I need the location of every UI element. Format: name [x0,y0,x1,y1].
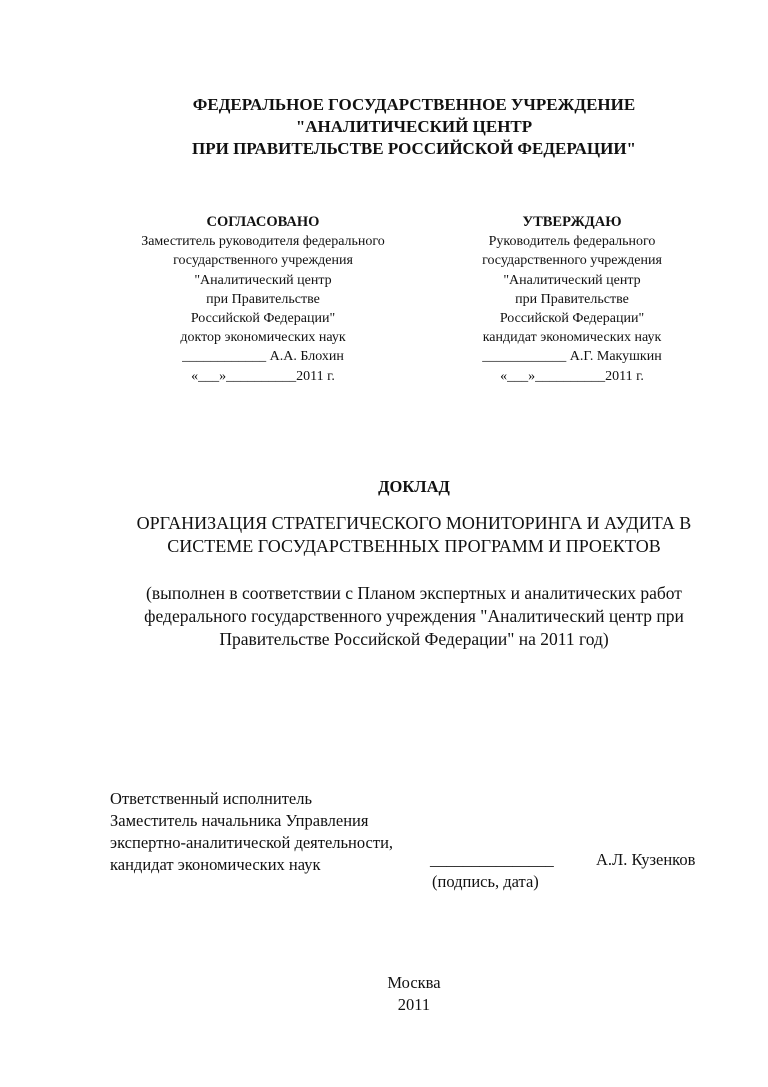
signature-line: _______________ [430,850,554,869]
approval-line: "Аналитический центр [194,272,332,288]
approval-date: «___»__________2011 г. [191,368,335,384]
signer-name: А.Л. Кузенков [596,850,696,869]
header-line: ФЕДЕРАЛЬНОЕ ГОСУДАРСТВЕННОЕ УЧРЕЖДЕНИЕ [192,95,636,114]
report-title-line: СИСТЕМЕ ГОСУДАРСТВЕННЫХ ПРОГРАММ И ПРОЕКТОВ [167,536,661,556]
header-line: ПРИ ПРАВИТЕЛЬСТВЕ РОССИЙСКОЙ ФЕДЕРАЦИИ" [192,139,636,158]
organization-header [0,94,768,160]
year: 2011 [397,995,431,1014]
approval-heading: СОГЛАСОВАНО [206,214,320,230]
city: Москва [387,973,441,992]
approval-line: государственного учреждения [173,253,353,269]
signature-caption: (подпись, дата) [432,872,539,891]
approval-line: Российской Федерации" [190,311,336,327]
responsible-line: кандидат экономических наук [110,855,321,874]
place-and-year [0,972,768,1016]
approval-signature: ____________ А.А. Блохин [182,349,344,365]
approval-heading: УТВЕРЖДАЮ [522,214,622,230]
approval-date: «___»__________2011 г. [500,368,644,384]
report-note [100,582,728,651]
approval-block-approved [420,213,724,386]
approval-block-agreed [110,213,416,386]
report-title [110,512,718,558]
approval-line: Российской Федерации" [499,311,645,327]
responsible-line: экспертно-аналитической деятельности, [110,833,394,852]
approval-line: государственного учреждения [482,253,662,269]
approval-line: кандидат экономических наук [482,330,662,346]
report-label: ДОКЛАД [378,477,450,496]
responsible-line: Ответственный исполнитель [110,789,313,808]
responsible-line: Заместитель начальника Управления [110,811,369,830]
report-note-line: федерального государственного учреждения "Аналитический центр при [144,606,684,626]
approval-line: Руководитель федерального [488,234,656,250]
approval-line: Заместитель руководителя федерального [141,234,385,250]
report-title-line: ОРГАНИЗАЦИЯ СТРАТЕГИЧЕСКОГО МОНИТОРИНГА И АУДИТА В [136,513,692,533]
report-note-line: (выполнен в соответствии с Планом экспертных и аналитических работ [146,583,682,603]
approval-line: при Правительстве [206,291,320,307]
approval-line: при Правительстве [515,291,629,307]
responsible-executor [110,788,393,876]
approval-line: доктор экономических наук [180,330,346,346]
header-line: "АНАЛИТИЧЕСКИЙ ЦЕНТР [295,117,533,136]
approval-signature: ____________ А.Г. Макушкин [482,349,662,365]
approval-line: "Аналитический центр [503,272,641,288]
report-note-line: Правительстве Российской Федерации" на 2011 год) [219,629,609,649]
